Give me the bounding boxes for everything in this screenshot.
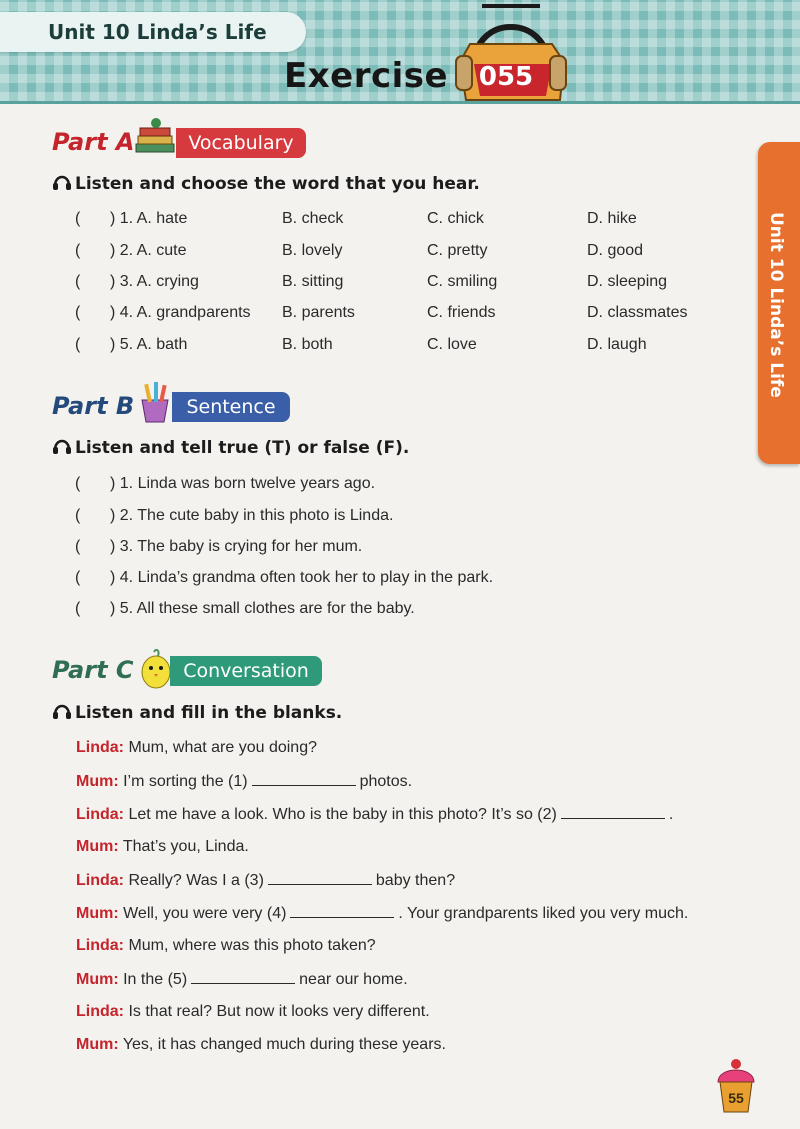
vocab-row bbox=[0, 210, 760, 234]
option-a: ) 4. A. grandparents bbox=[110, 304, 251, 321]
line-text-after: . Your grandparents liked you very much. bbox=[398, 905, 689, 922]
vocab-row bbox=[0, 273, 760, 297]
speaker: Linda: bbox=[76, 806, 124, 823]
statement: ) 1. Linda was born twelve years ago. bbox=[110, 475, 376, 492]
answer-blank[interactable]: ( bbox=[75, 242, 81, 259]
line-text: Let me have a look. Who is the baby in this photo? It’s so (2) bbox=[128, 806, 557, 823]
fill-blank-4[interactable] bbox=[290, 904, 394, 918]
part-a-instruction bbox=[52, 172, 480, 194]
line-text-after: baby then? bbox=[375, 872, 456, 889]
exercise-title: Exercise bbox=[284, 56, 449, 96]
fill-blank-2[interactable] bbox=[561, 805, 665, 819]
option-c: C. smiling bbox=[427, 273, 498, 290]
line-text: Really? Was I a (3) bbox=[128, 872, 264, 889]
dialogue-line bbox=[76, 1036, 446, 1060]
option-b: B. parents bbox=[282, 304, 355, 321]
headphone-small-icon bbox=[52, 172, 72, 192]
option-b: B. sitting bbox=[282, 273, 344, 290]
speaker: Linda: bbox=[76, 872, 124, 889]
part-b-label: Part B bbox=[52, 392, 135, 420]
true-false-row bbox=[0, 569, 760, 593]
answer-blank[interactable]: ( bbox=[75, 569, 81, 586]
option-d: D. classmates bbox=[587, 304, 688, 321]
option-b: B. check bbox=[282, 210, 344, 227]
page-number: 55 bbox=[728, 1090, 744, 1106]
vocab-row bbox=[0, 242, 760, 266]
option-c: C. friends bbox=[427, 304, 496, 321]
dialogue-line bbox=[76, 805, 673, 829]
dialogue-line bbox=[76, 970, 408, 994]
unit-title: Unit 10 Linda’s Life bbox=[48, 20, 267, 44]
line-text: Mum, what are you doing? bbox=[128, 739, 317, 756]
line-text: Well, you were very (4) bbox=[123, 905, 287, 922]
headphone-small-icon bbox=[52, 701, 72, 721]
part-c-instruction bbox=[52, 701, 342, 723]
fill-blank-3[interactable] bbox=[268, 871, 372, 885]
line-text: Yes, it has changed much during these years. bbox=[122, 1036, 446, 1053]
vocab-row bbox=[0, 304, 760, 328]
line-text: In the (5) bbox=[123, 971, 188, 988]
speaker: Linda: bbox=[76, 739, 124, 756]
option-c: C. pretty bbox=[427, 242, 488, 259]
answer-blank[interactable]: ( bbox=[75, 273, 81, 290]
option-c: C. chick bbox=[427, 210, 484, 227]
speaker: Mum: bbox=[76, 905, 119, 922]
speaker: Mum: bbox=[76, 773, 119, 790]
answer-blank[interactable]: ( bbox=[75, 304, 81, 321]
speaker: Mum: bbox=[76, 838, 119, 855]
part-b-instruction bbox=[52, 436, 409, 458]
answer-blank[interactable]: ( bbox=[75, 336, 81, 353]
dialogue-line bbox=[76, 937, 376, 961]
option-d: D. sleeping bbox=[587, 273, 668, 290]
part-c-label: Part C bbox=[52, 656, 134, 684]
part-a-label: Part A bbox=[52, 128, 135, 156]
line-text: I’m sorting the (1) bbox=[123, 773, 248, 790]
option-a: ) 5. A. bath bbox=[110, 336, 188, 353]
answer-blank[interactable]: ( bbox=[75, 210, 81, 227]
side-tab-label: Unit 10 Linda’s Life bbox=[766, 212, 786, 398]
true-false-row bbox=[0, 538, 760, 562]
dialogue-line bbox=[76, 871, 455, 895]
option-a: ) 3. A. crying bbox=[110, 273, 199, 290]
line-text-after: photos. bbox=[359, 773, 413, 790]
true-false-row bbox=[0, 507, 760, 531]
option-c: C. love bbox=[427, 336, 477, 353]
dialogue-line bbox=[76, 838, 249, 862]
vocabulary-ribbon: Vocabulary bbox=[176, 128, 306, 158]
option-b: B. both bbox=[282, 336, 333, 353]
headphone-icon bbox=[452, 4, 570, 108]
vocab-row bbox=[0, 336, 760, 360]
statement: ) 2. The cute baby in this photo is Linda. bbox=[110, 507, 394, 524]
dialogue-line bbox=[76, 1003, 430, 1027]
fill-blank-5[interactable] bbox=[191, 970, 295, 984]
line-text-after: . bbox=[668, 806, 674, 823]
option-d: D. laugh bbox=[587, 336, 647, 353]
line-text-after: near our home. bbox=[299, 971, 408, 988]
true-false-row bbox=[0, 475, 760, 499]
part-b-instruction-text: Listen and tell true (T) or false (F). bbox=[75, 438, 410, 458]
side-tab bbox=[758, 142, 800, 464]
headphone-small-icon bbox=[52, 436, 72, 456]
statement: ) 4. Linda’s grandma often took her to play in the park. bbox=[110, 569, 494, 586]
option-d: D. hike bbox=[587, 210, 637, 227]
answer-blank[interactable]: ( bbox=[75, 600, 81, 617]
dialogue-line bbox=[76, 772, 412, 796]
part-a-instruction-text: Listen and choose the word that you hear. bbox=[75, 174, 480, 194]
answer-blank[interactable]: ( bbox=[75, 507, 81, 524]
option-d: D. good bbox=[587, 242, 644, 259]
line-text: Mum, where was this photo taken? bbox=[128, 937, 376, 954]
exercise-number: 055 bbox=[478, 62, 534, 92]
answer-blank[interactable]: ( bbox=[75, 475, 81, 492]
speaker: Mum: bbox=[76, 1036, 119, 1053]
true-false-row bbox=[0, 600, 760, 624]
line-text: Is that real? But now it looks very different. bbox=[128, 1003, 430, 1020]
pencil-cup-icon bbox=[134, 380, 176, 424]
answer-blank[interactable]: ( bbox=[75, 538, 81, 555]
unit-title-pill bbox=[0, 12, 306, 52]
statement: ) 5. All these small clothes are for the baby. bbox=[110, 600, 415, 617]
option-a: ) 2. A. cute bbox=[110, 242, 187, 259]
statement: ) 3. The baby is crying for her mum. bbox=[110, 538, 363, 555]
fill-blank-1[interactable] bbox=[252, 772, 356, 786]
part-c-instruction-text: Listen and fill in the blanks. bbox=[75, 703, 343, 723]
books-icon bbox=[132, 116, 176, 158]
dialogue-line bbox=[76, 904, 688, 928]
option-a: ) 1. A. hate bbox=[110, 210, 188, 227]
line-text: That’s you, Linda. bbox=[122, 838, 249, 855]
chick-icon bbox=[138, 646, 174, 690]
speaker: Linda: bbox=[76, 1003, 124, 1020]
speaker: Mum: bbox=[76, 971, 119, 988]
option-b: B. lovely bbox=[282, 242, 343, 259]
sentence-ribbon: Sentence bbox=[172, 392, 290, 422]
speaker: Linda: bbox=[76, 937, 124, 954]
dialogue-line bbox=[76, 739, 317, 763]
conversation-ribbon: Conversation bbox=[170, 656, 322, 686]
